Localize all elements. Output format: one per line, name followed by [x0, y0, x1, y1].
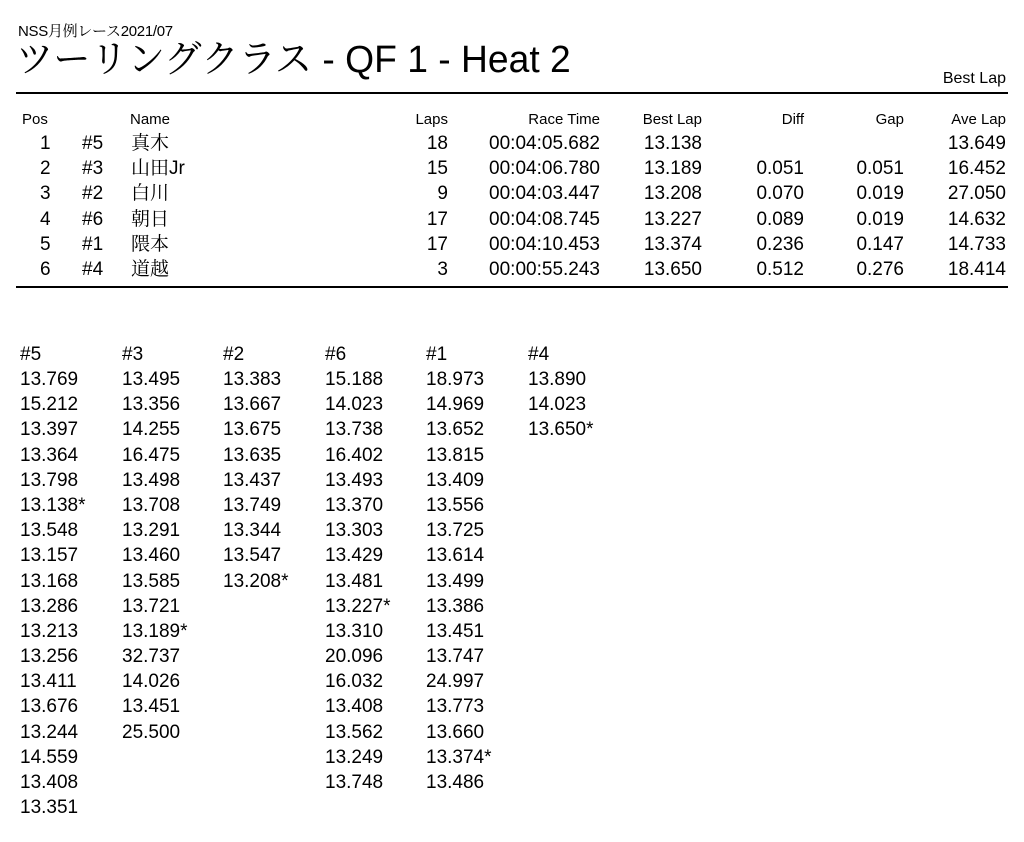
lap-time: 13.429 — [325, 545, 384, 567]
col-header-laps: Laps — [415, 111, 448, 128]
lap-time: 13.244 — [20, 721, 79, 743]
lap-time: 13.614 — [426, 545, 485, 567]
lap-column — [223, 342, 323, 594]
col-header-pos: Pos — [22, 111, 48, 128]
lap-column — [122, 342, 222, 745]
lap-column-car-number: #1 — [426, 344, 448, 365]
best-lap-cell: 13.374 — [643, 233, 702, 255]
diff-cell: 0.512 — [756, 259, 804, 280]
lap-time: 13.556 — [426, 494, 485, 516]
lap-time: 13.256 — [20, 646, 79, 668]
ave-lap-cell: 18.414 — [947, 259, 1006, 280]
diff-cell: 0.089 — [756, 208, 804, 230]
driver-name-cell: 道越 — [131, 259, 170, 280]
lap-time: 14.023 — [528, 394, 587, 416]
lap-time: 13.409 — [426, 469, 485, 491]
laps-cell: 17 — [426, 233, 448, 255]
lap-time: 13.303 — [325, 520, 384, 542]
lap-list — [325, 367, 425, 795]
driver-name-cell: 朝日 — [131, 208, 170, 230]
lap-time: 13.213 — [20, 620, 79, 642]
lap-time: 13.773 — [426, 696, 485, 718]
lap-time: 13.351 — [20, 797, 79, 819]
lap-time: 13.168 — [20, 570, 79, 592]
lap-time: 16.402 — [325, 444, 384, 466]
lap-time: 16.032 — [325, 671, 384, 693]
report-subtitle: NSS月例レース2021/07 — [18, 23, 173, 40]
lap-time: 14.969 — [426, 394, 485, 416]
lap-time: 13.650* — [528, 419, 594, 441]
laps-cell: 3 — [437, 259, 448, 280]
lap-time: 13.481 — [325, 570, 384, 592]
lap-time: 13.635 — [223, 444, 282, 466]
lap-time: 13.370 — [325, 494, 384, 516]
lap-time: 13.451 — [122, 696, 181, 718]
gap-cell: 0.051 — [856, 158, 904, 180]
pos-cell: 1 — [40, 133, 51, 154]
lap-time: 13.291 — [122, 520, 181, 542]
lap-time: 13.189* — [122, 620, 188, 642]
ave-lap-cell: 27.050 — [947, 183, 1006, 205]
diff-cell: 0.070 — [756, 183, 804, 205]
lap-column-car-number: #5 — [20, 344, 42, 365]
lap-time: 18.973 — [426, 369, 485, 390]
lap-time: 13.374* — [426, 746, 492, 768]
pos-cell: 2 — [40, 158, 51, 180]
race-time-cell: 00:00:55.243 — [489, 259, 600, 280]
lap-time: 13.495 — [122, 369, 181, 390]
lap-time: 13.383 — [223, 369, 282, 390]
lap-time: 25.500 — [122, 721, 181, 743]
race-time-cell: 00:04:08.745 — [489, 208, 600, 230]
lap-time: 14.559 — [20, 746, 79, 768]
car-number-cell: #5 — [82, 133, 104, 154]
lap-time: 13.227* — [325, 595, 391, 617]
lap-time: 13.397 — [20, 419, 79, 441]
lap-column-car-number: #4 — [528, 344, 550, 365]
col-header-best-lap: Best Lap — [642, 111, 702, 128]
lap-time: 13.585 — [122, 570, 181, 592]
lap-time: 13.660 — [426, 721, 485, 743]
lap-time: 14.023 — [325, 394, 384, 416]
best-lap-tag: Best Lap — [942, 70, 1006, 87]
lap-time: 13.344 — [223, 520, 282, 542]
laps-cell: 15 — [426, 158, 448, 180]
lap-time: 13.769 — [20, 369, 79, 390]
lap-time: 14.026 — [122, 671, 181, 693]
lap-time: 13.249 — [325, 746, 384, 768]
race-time-cell: 00:04:05.682 — [489, 133, 600, 154]
lap-time: 16.475 — [122, 444, 181, 466]
lap-list — [20, 367, 120, 820]
lap-list — [528, 367, 628, 443]
pos-cell: 3 — [40, 183, 51, 205]
lap-column-car-number: #2 — [223, 344, 245, 365]
page-title: ツーリングクラス - QF 1 - Heat 2 — [16, 39, 571, 81]
lap-time: 13.890 — [528, 369, 587, 390]
lap-time: 13.486 — [426, 772, 485, 793]
lap-time: 13.747 — [426, 646, 485, 668]
best-lap-cell: 13.650 — [643, 259, 702, 280]
lap-list — [223, 367, 323, 594]
driver-name-cell: 白川 — [131, 183, 170, 205]
lap-time: 13.286 — [20, 595, 79, 617]
car-number-cell: #3 — [82, 158, 104, 180]
lap-list — [426, 367, 526, 795]
lap-time: 13.547 — [223, 545, 282, 567]
lap-time: 20.096 — [325, 646, 384, 668]
lap-column-car-number: #6 — [325, 344, 347, 365]
lap-time: 15.188 — [325, 369, 384, 390]
lap-time: 13.676 — [20, 696, 79, 718]
laps-cell: 9 — [437, 183, 448, 205]
laps-cell: 18 — [426, 133, 448, 154]
ave-lap-cell: 16.452 — [947, 158, 1006, 180]
lap-time: 13.493 — [325, 469, 384, 491]
lap-time: 13.721 — [122, 595, 181, 617]
lap-column — [325, 342, 425, 795]
driver-name-cell: 隈本 — [131, 233, 170, 255]
col-header-ave-lap: Ave Lap — [951, 111, 1006, 128]
lap-time: 32.737 — [122, 646, 181, 668]
lap-time: 13.798 — [20, 469, 79, 491]
lap-time: 13.408 — [20, 772, 79, 793]
ave-lap-cell: 13.649 — [947, 133, 1006, 154]
driver-name-cell: 山田Jr — [131, 158, 185, 180]
lap-time: 13.548 — [20, 520, 79, 542]
col-header-gap: Gap — [875, 111, 904, 128]
diff-cell: 0.236 — [756, 233, 804, 255]
pos-cell: 6 — [40, 259, 51, 280]
lap-time: 13.408 — [325, 696, 384, 718]
lap-time: 13.451 — [426, 620, 485, 642]
gap-cell: 0.276 — [856, 259, 904, 280]
lap-list — [122, 367, 222, 745]
best-lap-cell: 13.189 — [643, 158, 702, 180]
ave-lap-cell: 14.632 — [947, 208, 1006, 230]
race-time-cell: 00:04:10.453 — [489, 233, 600, 255]
lap-column — [528, 342, 628, 443]
lap-time: 13.562 — [325, 721, 384, 743]
lap-time: 13.667 — [223, 394, 282, 416]
gap-cell: 0.147 — [856, 233, 904, 255]
pos-cell: 5 — [40, 233, 51, 255]
best-lap-cell: 13.138 — [643, 133, 702, 154]
gap-cell: 0.019 — [856, 183, 904, 205]
lap-time: 13.652 — [426, 419, 485, 441]
lap-time: 13.208* — [223, 570, 289, 592]
lap-time: 13.460 — [122, 545, 181, 567]
lap-time: 15.212 — [20, 394, 79, 416]
lap-time: 13.386 — [426, 595, 485, 617]
car-number-cell: #2 — [82, 183, 104, 205]
col-header-name: Name — [130, 111, 171, 128]
race-time-cell: 00:04:06.780 — [489, 158, 600, 180]
lap-time: 13.138* — [20, 494, 86, 516]
lap-time: 13.738 — [325, 419, 384, 441]
lap-time: 13.437 — [223, 469, 282, 491]
ave-lap-cell: 14.733 — [947, 233, 1006, 255]
lap-time: 13.310 — [325, 620, 384, 642]
car-number-cell: #1 — [82, 233, 104, 255]
lap-time: 13.499 — [426, 570, 485, 592]
lap-time: 24.997 — [426, 671, 485, 693]
lap-time: 13.815 — [426, 444, 485, 466]
col-header-diff: Diff — [781, 111, 804, 128]
lap-column — [20, 342, 120, 820]
lap-time: 13.356 — [122, 394, 181, 416]
best-lap-cell: 13.208 — [643, 183, 702, 205]
col-header-race-time: Race Time — [528, 111, 600, 128]
car-number-cell: #6 — [82, 208, 104, 230]
results-divider — [16, 286, 1008, 288]
race-time-cell: 00:04:03.447 — [489, 183, 600, 205]
lap-time: 13.411 — [20, 671, 77, 693]
gap-cell: 0.019 — [856, 208, 904, 230]
diff-cell: 0.051 — [756, 158, 804, 180]
lap-time: 14.255 — [122, 419, 181, 441]
lap-time: 13.675 — [223, 419, 282, 441]
laps-cell: 17 — [426, 208, 448, 230]
lap-time: 13.725 — [426, 520, 485, 542]
pos-cell: 4 — [40, 208, 51, 230]
header-divider — [16, 92, 1008, 94]
lap-column — [426, 342, 526, 795]
best-lap-cell: 13.227 — [643, 208, 702, 230]
driver-name-cell: 真木 — [131, 133, 170, 154]
lap-column-car-number: #3 — [122, 344, 144, 365]
lap-time: 13.749 — [223, 494, 282, 516]
lap-time: 13.748 — [325, 772, 384, 793]
lap-time: 13.157 — [20, 545, 79, 567]
car-number-cell: #4 — [82, 259, 104, 280]
lap-time: 13.364 — [20, 444, 79, 466]
lap-time: 13.708 — [122, 494, 181, 516]
lap-time: 13.498 — [122, 469, 181, 491]
